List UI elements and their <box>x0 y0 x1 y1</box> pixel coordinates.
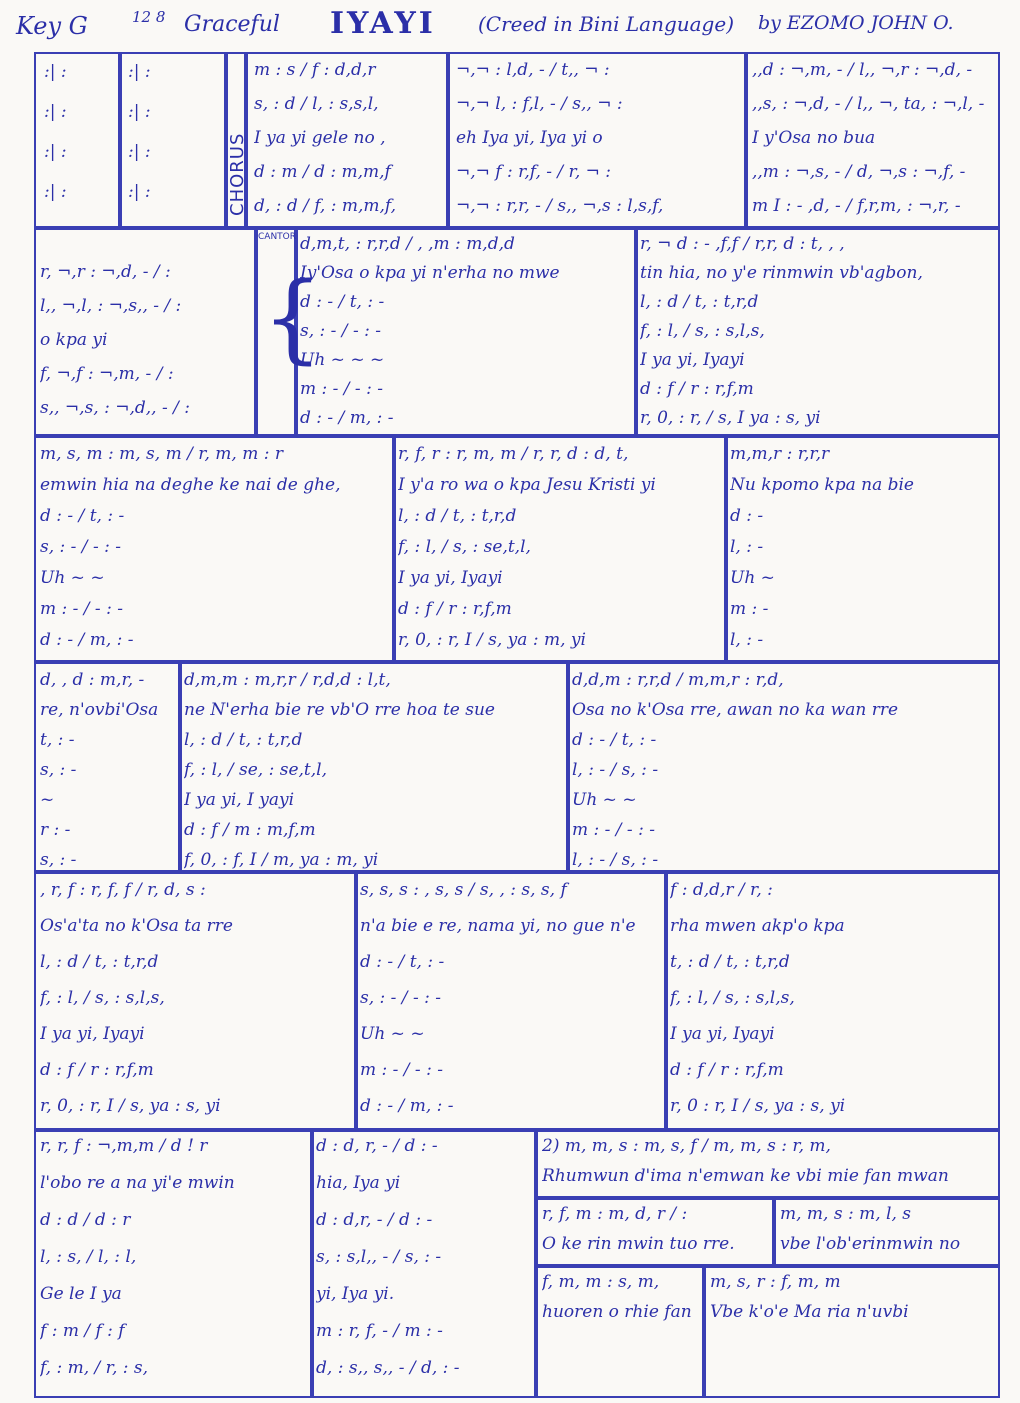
notation-line: ,,s, : ¬,d, - / l,, ¬, ta, : ¬,l, - <box>752 94 985 114</box>
notation-line: m : s / f : d,d,r <box>254 60 376 80</box>
notation-line: ¬,¬ : r,r, - / s,, ¬,s : l,s,f, <box>456 196 664 216</box>
notation-line: l, : - / s, : - <box>572 850 659 870</box>
notation-line: r, 0 : r, I / s, ya : s, yi <box>670 1096 846 1116</box>
notation-line: s, : - / - : - <box>360 988 441 1008</box>
composer: by EZOMO JOHN O. <box>758 12 954 34</box>
notation-line: :| : <box>128 102 151 122</box>
notation-line: r, ¬,r : ¬,d, - / : <box>40 262 171 282</box>
notation-line: f, : l, / s, : s,l,s, <box>640 321 765 341</box>
notation-line: d : f / r : r,f,m <box>670 1060 784 1080</box>
notation-line: m I : - ,d, - / f,r,m, : ¬,r, - <box>752 196 961 216</box>
song-title: IYAYI <box>330 6 436 41</box>
notation-line: emwin hia na deghe ke nai de ghe, <box>40 475 341 495</box>
notation-line: r, f, r : r, m, m / r, r, d : d, t, <box>398 444 629 464</box>
notation-line: d : d / d : r <box>40 1210 131 1230</box>
notation-line: f, : l, / se, : se,t,l, <box>184 760 327 780</box>
chorus-label: CHORUS <box>227 132 248 216</box>
notation-line: o kpa yi <box>40 330 108 350</box>
notation-line: I y'a ro wa o kpa Jesu Kristi yi <box>398 475 656 495</box>
notation-line: d : f / r : r,f,m <box>40 1060 154 1080</box>
notation-line: r : - <box>40 820 71 840</box>
notation-line: tin hia, no y'e rinmwin vb'agbon, <box>640 263 923 283</box>
notation-line: rha mwen akp'o kpa <box>670 916 845 936</box>
notation-line: m : - <box>730 599 769 619</box>
notation-line: 2) m, m, s : m, s, f / m, m, s : r, m, <box>542 1136 831 1156</box>
notation-line: l, : d / t, : t,r,d <box>640 292 759 312</box>
notation-line: :| : <box>44 102 67 122</box>
notation-line: ne N'erha bie re vb'O rre hoa te sue <box>184 700 495 720</box>
notation-line: ¬,¬ : l,d, - / t,, ¬ : <box>456 60 610 80</box>
notation-line: ¬,¬ f : r,f, - / r, ¬ : <box>456 162 612 182</box>
notation-line: :| : <box>44 182 67 202</box>
notation-line: :| : <box>128 62 151 82</box>
time-signature: 12 8 <box>132 8 166 26</box>
notation-line: r, ¬ d : - ,f,f / r,r, d : t, , , <box>640 234 845 254</box>
notation-line: :| : <box>44 142 67 162</box>
notation-line: d : f / r : r,f,m <box>398 599 512 619</box>
notation-line: m : - / - : - <box>572 820 655 840</box>
notation-line: d,m,m : m,r,r / r,d,d : l,t, <box>184 670 391 690</box>
notation-line: r, 0, : r, / s, I ya : s, yi <box>640 408 821 428</box>
notation-line: d, , d : m,r, - <box>40 670 145 690</box>
notation-line: I ya yi gele no , <box>254 128 386 148</box>
notation-line: ¬,¬ l, : f,l, - / s,, ¬ : <box>456 94 623 114</box>
notation-line: re, n'ovbi'Osa <box>40 700 159 720</box>
notation-line: I ya yi, Iyayi <box>398 568 503 588</box>
notation-line: ,,m : ¬,s, - / d, ¬,s : ¬,f, - <box>752 162 966 182</box>
notation-line: Uh ~ ~ ~ <box>300 350 385 370</box>
notation-line: Iy'Osa o kpa yi n'erha no mwe <box>300 263 560 283</box>
notation-line: Uh ~ ~ <box>572 790 637 810</box>
notation-line: I ya yi, Iyayi <box>40 1024 145 1044</box>
notation-line: d : - / m, : - <box>360 1096 454 1116</box>
notation-line: :| : <box>128 182 151 202</box>
notation-line: eh Iya yi, Iya yi o <box>456 128 603 148</box>
notation-line: s, : s,l,, - / s, : - <box>316 1247 442 1267</box>
notation-line: d, : d / f, : m,m,f, <box>254 196 397 216</box>
notation-line: d,m,t, : r,r,d / , ,m : m,d,d <box>300 234 515 254</box>
notation-line: :| : <box>44 62 67 82</box>
notation-line: r, f, m : m, d, r / : <box>542 1204 688 1224</box>
notation-line: f, m, m : s, m, <box>542 1272 660 1292</box>
notation-line: m : - / - : - <box>300 379 383 399</box>
notation-line: Ge le I ya <box>40 1284 122 1304</box>
notation-line: , r, f : r, f, f / r, d, s : <box>40 880 206 900</box>
notation-line: d : d,r, - / d : - <box>316 1210 433 1230</box>
notation-line: l, : d / t, : t,r,d <box>40 952 159 972</box>
notation-line: s,, ¬,s, : ¬,d,, - / : <box>40 398 190 418</box>
notation-line: ,,d : ¬,m, - / l,, ¬,r : ¬,d, - <box>752 60 973 80</box>
notation-line: f : m / f : f <box>40 1321 125 1341</box>
notation-line: n'a bie e re, nama yi, no gue n'e <box>360 916 636 936</box>
notation-line: m, m, s : m, l, s <box>780 1204 912 1224</box>
notation-line: Uh ~ <box>730 568 775 588</box>
tempo-marking: Graceful <box>184 12 280 37</box>
notation-line: Uh ~ ~ <box>40 568 105 588</box>
notation-line: Vbe k'o'e Ma ria n'uvbi <box>710 1302 909 1322</box>
notation-line: ~ <box>40 790 55 810</box>
notation-line: f, : l, / s, : s,l,s, <box>40 988 165 1008</box>
notation-line: d,d,m : r,r,d / m,m,r : r,d, <box>572 670 784 690</box>
notation-line: I ya yi, Iyayi <box>670 1024 775 1044</box>
notation-line: f, : l, / s, : s,l,s, <box>670 988 795 1008</box>
notation-line: d : - / t, : - <box>40 506 125 526</box>
notation-line: d, : s,, s,, - / d, : - <box>316 1358 460 1378</box>
notation-line: Rhumwun d'ima n'emwan ke vbi mie fan mwan <box>542 1166 949 1186</box>
cantor-label: CANTOR <box>258 232 297 242</box>
notation-line: d : - / m, : - <box>40 630 134 650</box>
notation-line: Uh ~ ~ <box>360 1024 425 1044</box>
notation-line: huoren o rhie fan <box>542 1302 692 1322</box>
notation-line: d : - / t, : - <box>572 730 657 750</box>
notation-line: d : d, r, - / d : - <box>316 1136 438 1156</box>
notation-line: f, ¬,f : ¬,m, - / : <box>40 364 174 384</box>
notation-line: l, : d / t, : t,r,d <box>184 730 303 750</box>
notation-line: Osa no k'Osa rre, awan no ka wan rre <box>572 700 899 720</box>
notation-line: f, : m, / r, : s, <box>40 1358 149 1378</box>
notation-line: m,m,r : r,r,r <box>730 444 830 464</box>
notation-line: s, : - / - : - <box>40 537 121 557</box>
notation-line: s, s, s : , s, s / s, , : s, s, f <box>360 880 567 900</box>
notation-line: m : - / - : - <box>360 1060 443 1080</box>
notation-line: O ke rin mwin tuo rre. <box>542 1234 735 1254</box>
notation-line: I ya yi, I yayi <box>184 790 295 810</box>
notation-line: s, : - / - : - <box>300 321 381 341</box>
notation-line: Os'a'ta no k'Osa ta rre <box>40 916 233 936</box>
notation-line: Nu kpomo kpa na bie <box>730 475 914 495</box>
notation-line: yi, Iya yi. <box>316 1284 395 1304</box>
notation-line: s, : - <box>40 850 77 870</box>
notation-line: r, r, f : ¬,m,m / d ! r <box>40 1136 208 1156</box>
notation-line: vbe l'ob'erinmwin no <box>780 1234 961 1254</box>
brace-icon: { <box>262 262 324 374</box>
notation-line: l, : - <box>730 630 764 650</box>
notation-line: d : - <box>730 506 764 526</box>
notation-line: l, : s, / l, : l, <box>40 1247 137 1267</box>
notation-line: f, : l, / s, : se,t,l, <box>398 537 531 557</box>
notation-line: r, 0, : r, I / s, ya : m, yi <box>398 630 586 650</box>
song-subtitle: (Creed in Bini Language) <box>478 12 734 36</box>
notation-line: m, s, m : m, s, m / r, m, m : r <box>40 444 284 464</box>
notation-line: hia, Iya yi <box>316 1173 401 1193</box>
notation-line: t, : d / t, : t,r,d <box>670 952 790 972</box>
notation-line: f : d,d,r / r, : <box>670 880 773 900</box>
notation-line: l'obo re a na yi'e mwin <box>40 1173 235 1193</box>
notation-line: l, : - <box>730 537 764 557</box>
notation-line: t, : - <box>40 730 75 750</box>
notation-line: l, : d / t, : t,r,d <box>398 506 517 526</box>
key-signature: Key G <box>16 12 88 40</box>
notation-line: s, : d / l, : s,s,l, <box>254 94 379 114</box>
notation-line: I y'Osa no bua <box>752 128 876 148</box>
notation-line: f, 0, : f, I / m, ya : m, yi <box>184 850 379 870</box>
notation-line: I ya yi, Iyayi <box>640 350 745 370</box>
notation-line: l,, ¬,l, : ¬,s,, - / : <box>40 296 182 316</box>
notation-line: :| : <box>128 142 151 162</box>
notation-line: r, 0, : r, I / s, ya : s, yi <box>40 1096 221 1116</box>
notation-line: d : - / m, : - <box>300 408 394 428</box>
notation-line: m : - / - : - <box>40 599 123 619</box>
notation-line: d : m / d : m,m,f <box>254 162 391 182</box>
notation-line: l, : - / s, : - <box>572 760 659 780</box>
notation-line: d : f / r : r,f,m <box>640 379 754 399</box>
notation-line: m : r, f, - / m : - <box>316 1321 443 1341</box>
notation-line: d : f / m : m,f,m <box>184 820 316 840</box>
notation-line: s, : - <box>40 760 77 780</box>
notation-line: d : - / t, : - <box>360 952 445 972</box>
notation-line: d : - / t, : - <box>300 292 385 312</box>
notation-line: m, s, r : f, m, m <box>710 1272 841 1292</box>
